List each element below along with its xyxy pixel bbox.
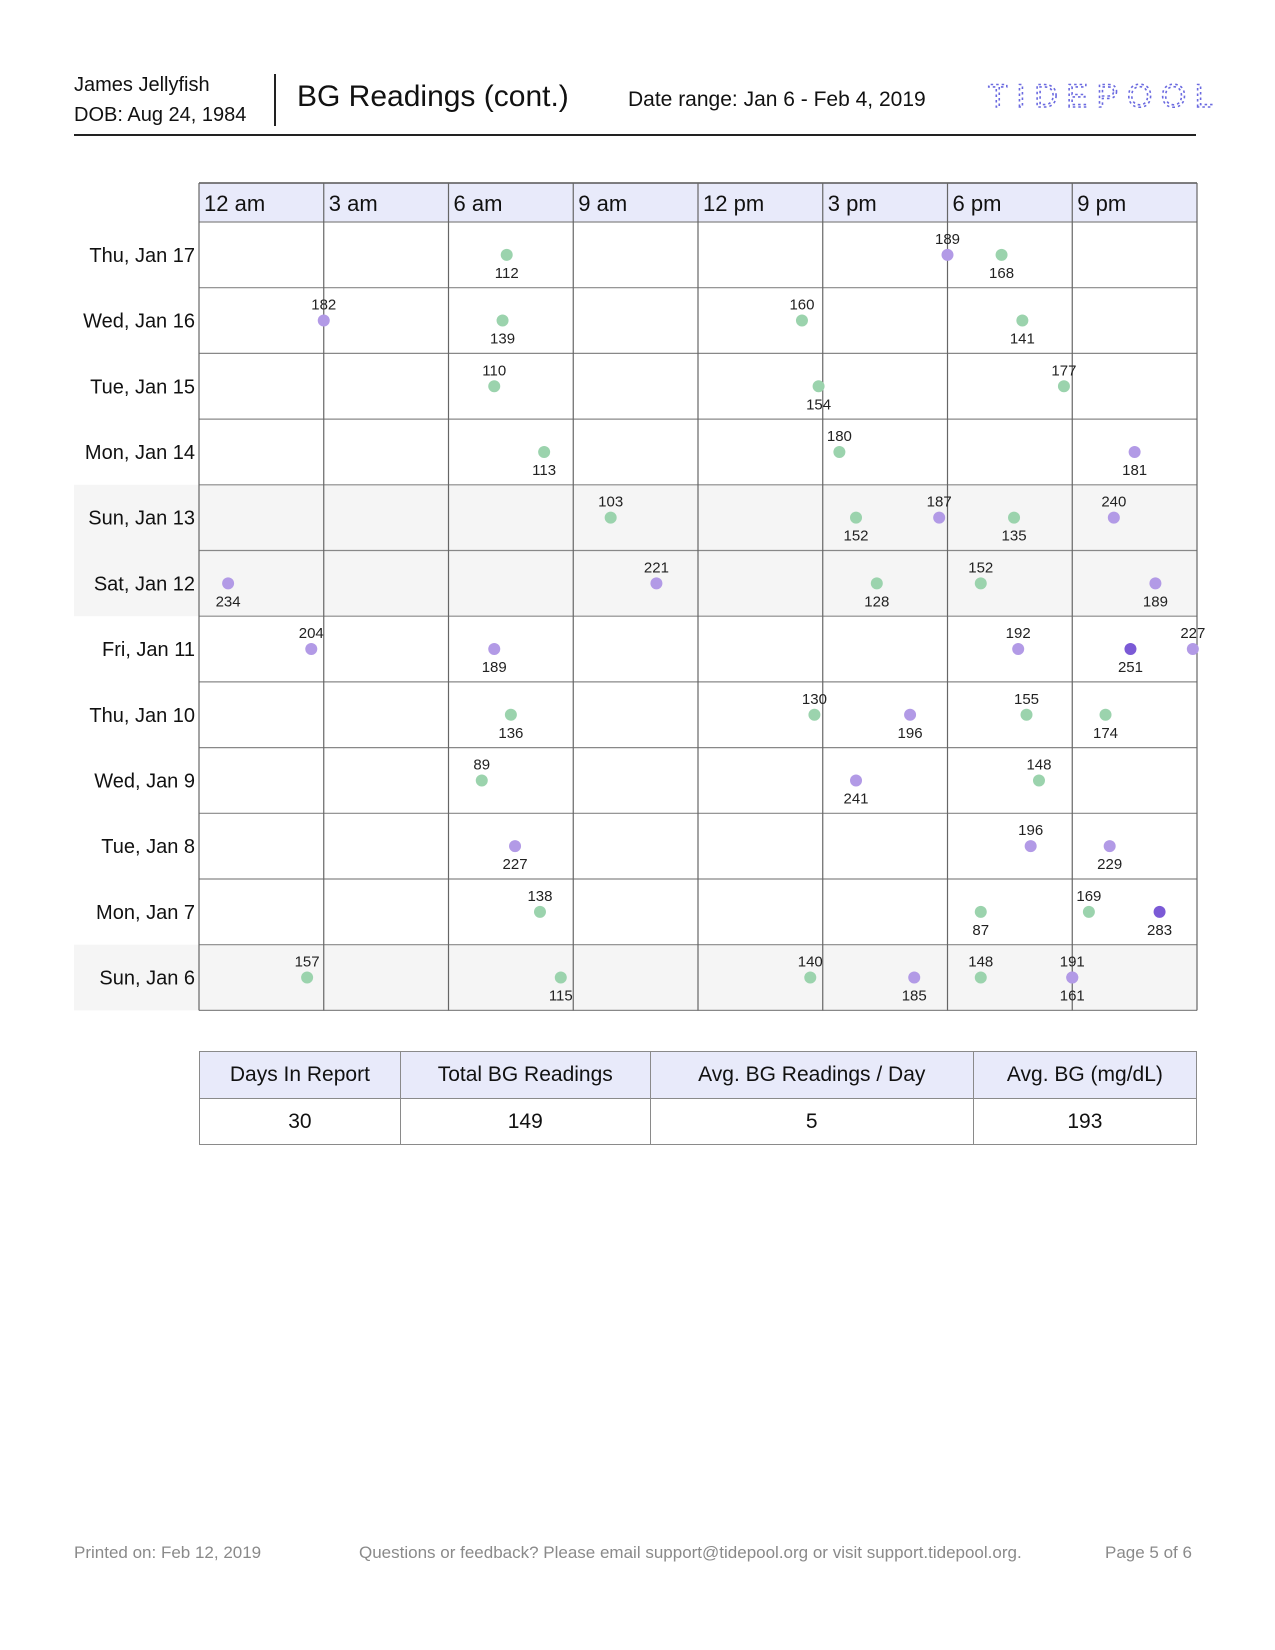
weekend-row-bg (74, 551, 1197, 617)
bg-reading-label: 128 (864, 593, 890, 611)
stats-header-row (200, 1052, 1197, 1099)
bg-reading-dot (1124, 643, 1136, 655)
bg-reading-label: 168 (989, 264, 1015, 282)
bg-reading-dot (975, 972, 987, 984)
bg-reading-dot (534, 906, 546, 918)
day-row-label: Mon, Jan 7 (96, 901, 195, 924)
bg-reading-label: 185 (901, 987, 927, 1005)
bg-reading-label: 221 (643, 559, 669, 577)
bg-reading-dot (501, 249, 513, 261)
patient-name: James Jellyfish (74, 74, 210, 96)
day-row-label: Sun, Jan 6 (99, 967, 195, 990)
stat-value-days: 30 (200, 1099, 401, 1145)
bg-reading-dot (1012, 643, 1024, 655)
day-row-label: Thu, Jan 17 (89, 244, 195, 267)
bg-reading-label: 141 (1009, 330, 1035, 348)
day-row-label: Fri, Jan 11 (102, 639, 195, 662)
bg-reading-label: 113 (532, 461, 557, 479)
stat-header-days: Days In Report (200, 1052, 401, 1099)
bg-reading-dot (305, 643, 317, 655)
bg-reading-label: 196 (1018, 822, 1044, 840)
bg-reading-dot (318, 315, 330, 327)
day-row-label: Wed, Jan 16 (83, 310, 195, 333)
stat-value-avg-bg: 193 (973, 1099, 1196, 1145)
bg-reading-dot (1108, 512, 1120, 524)
bg-reading-label: 227 (502, 856, 528, 874)
bg-reading-dot (975, 577, 987, 589)
bg-reading-dot (796, 315, 808, 327)
time-axis-label: 9 am (578, 191, 628, 216)
bg-reading-dot (933, 512, 945, 524)
bg-reading-dot (650, 577, 662, 589)
bg-reading-label: 115 (548, 987, 573, 1005)
weekend-row-bg (74, 485, 1197, 551)
bg-reading-label: 154 (806, 396, 832, 414)
bg-reading-label: 112 (494, 264, 519, 282)
bg-reading-label: 161 (1059, 987, 1085, 1005)
footer-printed: Printed on: Feb 12, 2019 (74, 1543, 262, 1562)
time-axis-label: 3 am (328, 191, 378, 216)
bg-reading-dot (1104, 840, 1116, 852)
footer-feedback: Questions or feedback? Please email support@tidepool.org or visit support.tidepool.org. (359, 1543, 1022, 1562)
bg-reading-label: 189 (934, 230, 961, 248)
bg-reading-dot (605, 512, 617, 524)
bg-reading-label: 140 (797, 953, 823, 971)
bg-reading-dot (1033, 774, 1045, 786)
bg-reading-label: 174 (1093, 724, 1119, 742)
bg-reading-label: 103 (598, 493, 624, 511)
bg-reading-label: 241 (843, 790, 869, 808)
bg-reading-label: 148 (1026, 756, 1052, 774)
bg-reading-dot (942, 249, 954, 261)
bg-reading-dot (1187, 643, 1199, 655)
bg-reading-label: 148 (968, 953, 994, 971)
bg-reading-dot (804, 972, 816, 984)
bg-reading-dot (975, 906, 987, 918)
bg-reading-dot (301, 972, 313, 984)
time-axis-label: 6 pm (952, 191, 1002, 216)
bg-reading-label: 152 (843, 527, 869, 545)
bg-reading-dot (1016, 315, 1028, 327)
bg-reading-label: 189 (481, 659, 507, 677)
bg-reading-dot (1025, 840, 1037, 852)
stat-header-total: Total BG Readings (400, 1052, 650, 1099)
day-row-label: Tue, Jan 15 (90, 376, 195, 399)
bg-reading-label: 155 (1013, 690, 1040, 708)
bg-reading-dot (908, 972, 920, 984)
bg-reading-dot (497, 315, 509, 327)
bg-reading-dot (808, 709, 820, 721)
bg-reading-label: 160 (789, 296, 815, 314)
bg-reading-dot (904, 709, 916, 721)
time-axis-label: 12 pm (703, 191, 765, 216)
bg-reading-label: 283 (1147, 921, 1173, 939)
bg-reading-dot (1066, 972, 1078, 984)
stat-value-avg-per-day: 5 (650, 1099, 973, 1145)
day-row-label: Sat, Jan 12 (93, 573, 195, 596)
bg-reading-label: 196 (897, 724, 923, 742)
bg-reading-dot (555, 972, 567, 984)
bg-reading-dot (538, 446, 550, 458)
bg-reading-dot (871, 577, 883, 589)
bg-reading-label: 136 (498, 724, 524, 742)
bg-reading-label: 157 (294, 953, 320, 971)
bg-reading-label: 180 (826, 427, 852, 445)
date-range: Date range: Jan 6 - Feb 4, 2019 (628, 88, 926, 111)
bg-reading-dot (850, 774, 862, 786)
stat-value-total: 149 (400, 1099, 650, 1145)
bg-reading-dot (1149, 577, 1161, 589)
bg-reading-label: 191 (1059, 953, 1085, 971)
bg-reading-label: 139 (490, 330, 516, 348)
patient-dob: DOB: Aug 24, 1984 (74, 104, 247, 126)
bg-reading-dot (813, 380, 825, 392)
bg-reading-label: 110 (482, 362, 507, 380)
bg-reading-label: 229 (1097, 856, 1123, 874)
bg-reading-label: 181 (1122, 461, 1148, 479)
logo-text: TIDEPOOL (988, 78, 1222, 114)
page-title: BG Readings (cont.) (297, 80, 569, 113)
stats-table (199, 1051, 1197, 1145)
bg-reading-dot (505, 709, 517, 721)
bg-reading-dot (222, 577, 234, 589)
bg-reading-dot (1129, 446, 1141, 458)
bg-reading-dot (476, 774, 488, 786)
bg-reading-label: 182 (311, 296, 337, 314)
bg-reading-label: 130 (801, 690, 827, 708)
footer-page: Page 5 of 6 (1105, 1543, 1192, 1562)
time-axis-label: 3 pm (827, 191, 877, 216)
stats-value-row (200, 1099, 1197, 1145)
bg-reading-label: 135 (1001, 527, 1027, 545)
bg-reading-dot (488, 643, 500, 655)
bg-reading-dot (996, 249, 1008, 261)
day-row-label: Mon, Jan 14 (84, 441, 195, 464)
bg-reading-dot (488, 380, 500, 392)
day-row-label: Sun, Jan 13 (88, 507, 195, 530)
bg-reading-dot (1021, 709, 1033, 721)
time-axis-label: 9 pm (1077, 191, 1127, 216)
bg-reading-label: 251 (1117, 659, 1143, 677)
bg-reading-label: 189 (1142, 593, 1168, 611)
bg-reading-label: 240 (1101, 493, 1127, 511)
bg-reading-label: 169 (1076, 887, 1102, 905)
bg-reading-dot (1058, 380, 1070, 392)
bg-reading-dot (833, 446, 845, 458)
weekend-row-bg (74, 945, 1197, 1011)
bg-reading-label: 138 (527, 887, 553, 905)
bg-reading-dot (850, 512, 862, 524)
bg-reading-label: 204 (298, 625, 324, 643)
bg-reading-label: 152 (968, 559, 994, 577)
time-axis-label: 12 am (204, 191, 266, 216)
bg-reading-dot (509, 840, 521, 852)
bg-reading-dot (1154, 906, 1166, 918)
bg-reading-label: 87 (972, 921, 990, 939)
stat-header-avg-per-day: Avg. BG Readings / Day (650, 1052, 973, 1099)
stat-header-avg-bg: Avg. BG (mg/dL) (973, 1052, 1196, 1099)
day-row-label: Tue, Jan 8 (101, 836, 195, 859)
day-row-label: Wed, Jan 9 (94, 770, 195, 793)
bg-reading-label: 227 (1180, 625, 1206, 643)
bg-reading-label: 177 (1051, 362, 1077, 380)
bg-reading-dot (1100, 709, 1112, 721)
day-row-label: Thu, Jan 10 (89, 704, 195, 727)
bg-reading-label: 187 (926, 493, 952, 511)
bg-reading-dot (1008, 512, 1020, 524)
bg-reading-label: 89 (473, 756, 491, 774)
bg-reading-dot (1083, 906, 1095, 918)
bg-reading-label: 192 (1005, 625, 1031, 643)
time-axis-label: 6 am (453, 191, 503, 216)
bg-reading-label: 234 (215, 593, 241, 611)
